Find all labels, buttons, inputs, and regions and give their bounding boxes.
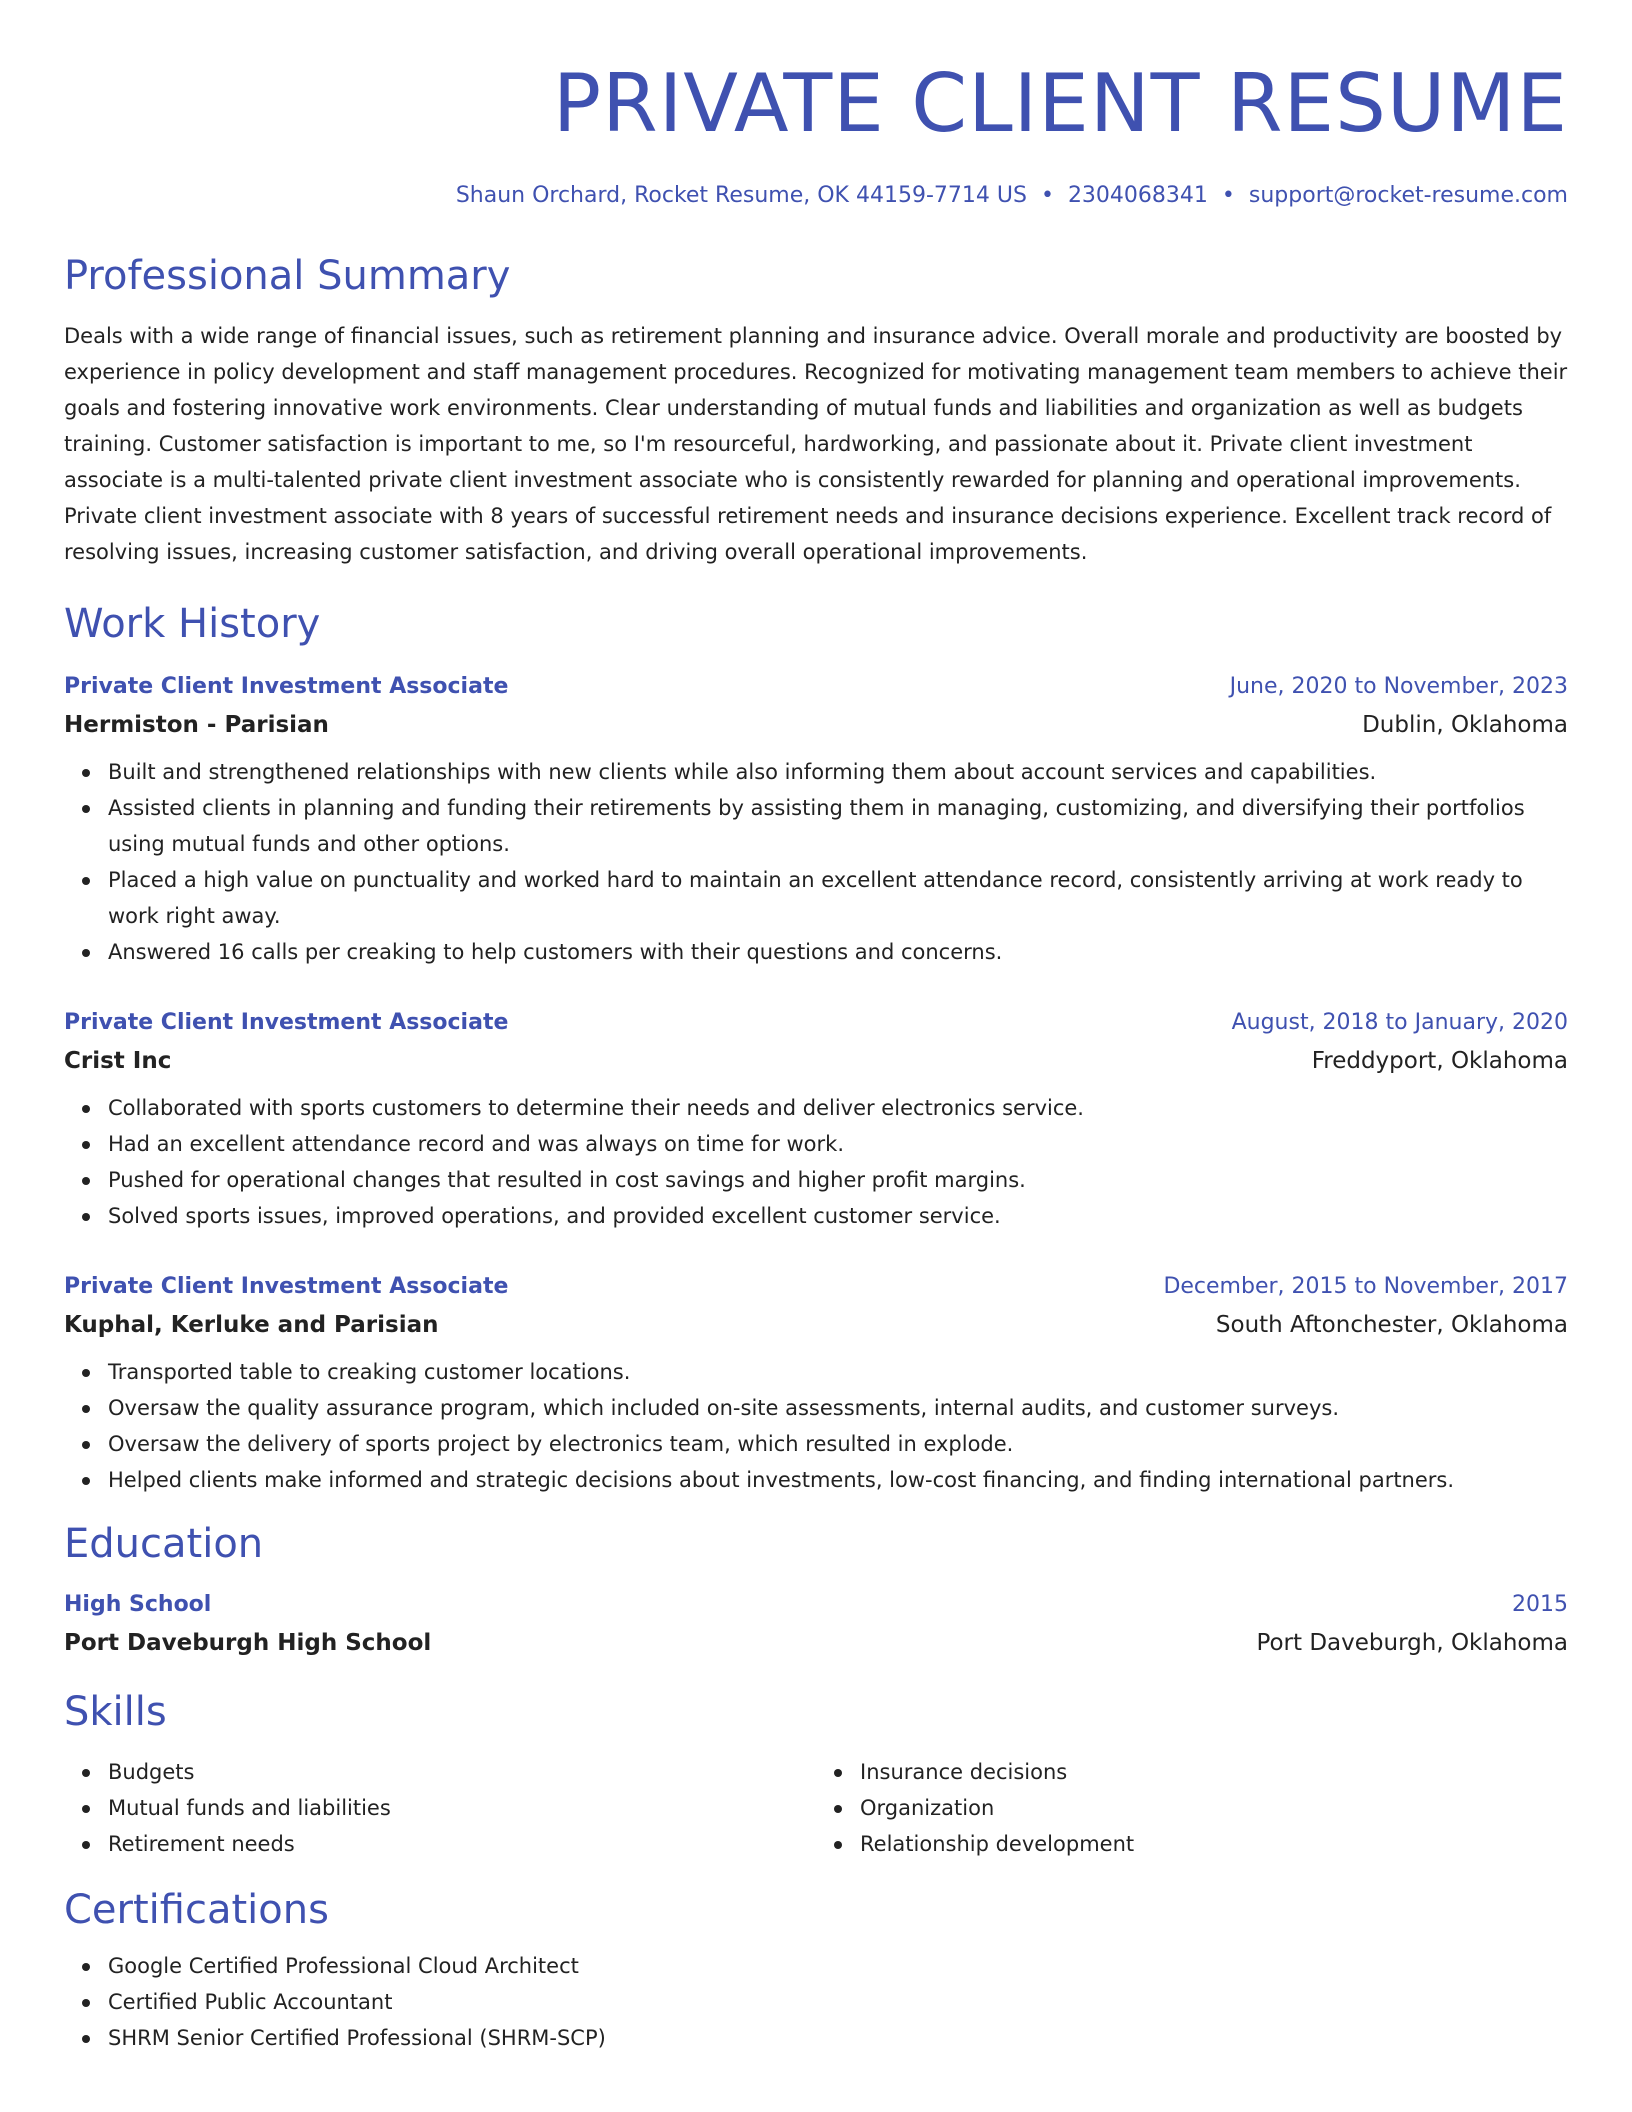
job-dates: August, 2018 to January, 2020 bbox=[1231, 1010, 1568, 1035]
job-bullet: Transported table to creaking customer locations. bbox=[108, 1354, 1568, 1390]
job-title: Private Client Investment Associate bbox=[64, 1274, 509, 1299]
resume-title: PRIVATE CLIENT RESUME bbox=[552, 57, 1568, 150]
job-company: Kuphal, Kerluke and Parisian bbox=[64, 1312, 439, 1338]
job-bullet: Oversaw the quality assurance program, which included on-site assessments, internal audits, and customer surveys. bbox=[108, 1390, 1568, 1426]
education-school: Port Daveburgh High School bbox=[64, 1630, 432, 1656]
work-history-heading: Work History bbox=[64, 601, 321, 647]
education-year: 2015 bbox=[1512, 1592, 1568, 1617]
skill-item: Insurance decisions bbox=[860, 1754, 1568, 1790]
job-dates: December, 2015 to November, 2017 bbox=[1163, 1274, 1568, 1299]
certification-item: Certified Public Accountant bbox=[108, 1984, 1568, 2020]
job-company: Hermiston - Parisian bbox=[64, 712, 329, 738]
job-title: Private Client Investment Associate bbox=[64, 1010, 509, 1035]
job-bullets bbox=[64, 1354, 1568, 1498]
job-entry bbox=[64, 672, 1568, 970]
certification-item: Google Certified Professional Cloud Architect bbox=[108, 1948, 1568, 1984]
contact-separator: • bbox=[1040, 183, 1054, 208]
job-entry bbox=[64, 1008, 1568, 1234]
contact-address: Shaun Orchard, Rocket Resume, OK 44159-7714 US bbox=[455, 183, 1027, 208]
job-bullets bbox=[64, 1090, 1568, 1234]
skill-item: Relationship development bbox=[860, 1826, 1568, 1862]
education-location: Port Daveburgh, Oklahoma bbox=[1256, 1630, 1568, 1656]
summary-heading: Professional Summary bbox=[64, 253, 511, 299]
certifications-heading: Certifications bbox=[64, 1887, 329, 1933]
job-bullet: Placed a high value on punctuality and worked hard to maintain an excellent attendance record, consistently arriving at work ready to work right away. bbox=[108, 862, 1568, 934]
job-bullet: Assisted clients in planning and funding their retirements by assisting them in managing, customizing, and diversifying their portfolios using mutual funds and other options. bbox=[108, 790, 1568, 862]
job-bullet: Solved sports issues, improved operations, and provided excellent customer service. bbox=[108, 1198, 1568, 1234]
job-location: Dublin, Oklahoma bbox=[1362, 712, 1568, 738]
job-location: Freddyport, Oklahoma bbox=[1311, 1048, 1568, 1074]
job-bullet: Had an excellent attendance record and was always on time for work. bbox=[108, 1126, 1568, 1162]
job-company: Crist Inc bbox=[64, 1048, 172, 1074]
skills-column-left bbox=[64, 1754, 816, 1862]
resume-page bbox=[64, 0, 1568, 2056]
job-dates: June, 2020 to November, 2023 bbox=[1229, 674, 1568, 699]
job-title: Private Client Investment Associate bbox=[64, 674, 509, 699]
job-bullet: Built and strengthened relationships with new clients while also informing them about account services and capabilities. bbox=[108, 754, 1568, 790]
contact-email: support@rocket-resume.com bbox=[1248, 183, 1568, 208]
job-bullet: Pushed for operational changes that resulted in cost savings and higher profit margins. bbox=[108, 1162, 1568, 1198]
job-bullet: Oversaw the delivery of sports project by electronics team, which resulted in explode. bbox=[108, 1426, 1568, 1462]
job-bullets bbox=[64, 754, 1568, 970]
skills-heading: Skills bbox=[64, 1689, 167, 1735]
skill-item: Mutual funds and liabilities bbox=[108, 1790, 816, 1826]
education-heading: Education bbox=[64, 1521, 264, 1567]
summary-text: Deals with a wide range of financial issues, such as retirement planning and insurance advice. Overall morale and productivity are boosted by experience in policy development and staff management procedures. Recognized for motivating management team members to achieve their goals and fostering innovative work environments. Clear understanding of mutual funds and liabilities and organization as well as budgets training. Customer satisfaction is important to me, so I'm resourceful, hardworking, and passionate about it. Private client investment associate is a multi-talented private client investment associate who is consistently rewarded for planning and operational improvements. Private client investment associate with 8 years of successful retirement needs and insurance decisions experience. Excellent track record of resolving issues, increasing customer satisfaction, and driving overall operational improvements. bbox=[64, 324, 1568, 564]
skills-grid bbox=[64, 1754, 1568, 1862]
skill-item: Organization bbox=[860, 1790, 1568, 1826]
job-location: South Aftonchester, Oklahoma bbox=[1215, 1312, 1568, 1338]
certifications-list bbox=[64, 1948, 1568, 2056]
skill-item: Budgets bbox=[108, 1754, 816, 1790]
skills-column-right bbox=[816, 1754, 1568, 1862]
job-bullet: Helped clients make informed and strategic decisions about investments, low-cost financing, and finding international partners. bbox=[108, 1462, 1568, 1498]
job-entry bbox=[64, 1272, 1568, 1498]
contact-line bbox=[64, 182, 1568, 210]
job-bullet: Collaborated with sports customers to determine their needs and deliver electronics service. bbox=[108, 1090, 1568, 1126]
education-entry bbox=[64, 1590, 1568, 1658]
education-degree: High School bbox=[64, 1592, 212, 1617]
skill-item: Retirement needs bbox=[108, 1826, 816, 1862]
contact-separator: • bbox=[1221, 183, 1235, 208]
certification-item: SHRM Senior Certified Professional (SHRM-SCP) bbox=[108, 2020, 1568, 2056]
contact-phone: 2304068341 bbox=[1067, 183, 1208, 208]
job-bullet: Answered 16 calls per creaking to help customers with their questions and concerns. bbox=[108, 934, 1568, 970]
